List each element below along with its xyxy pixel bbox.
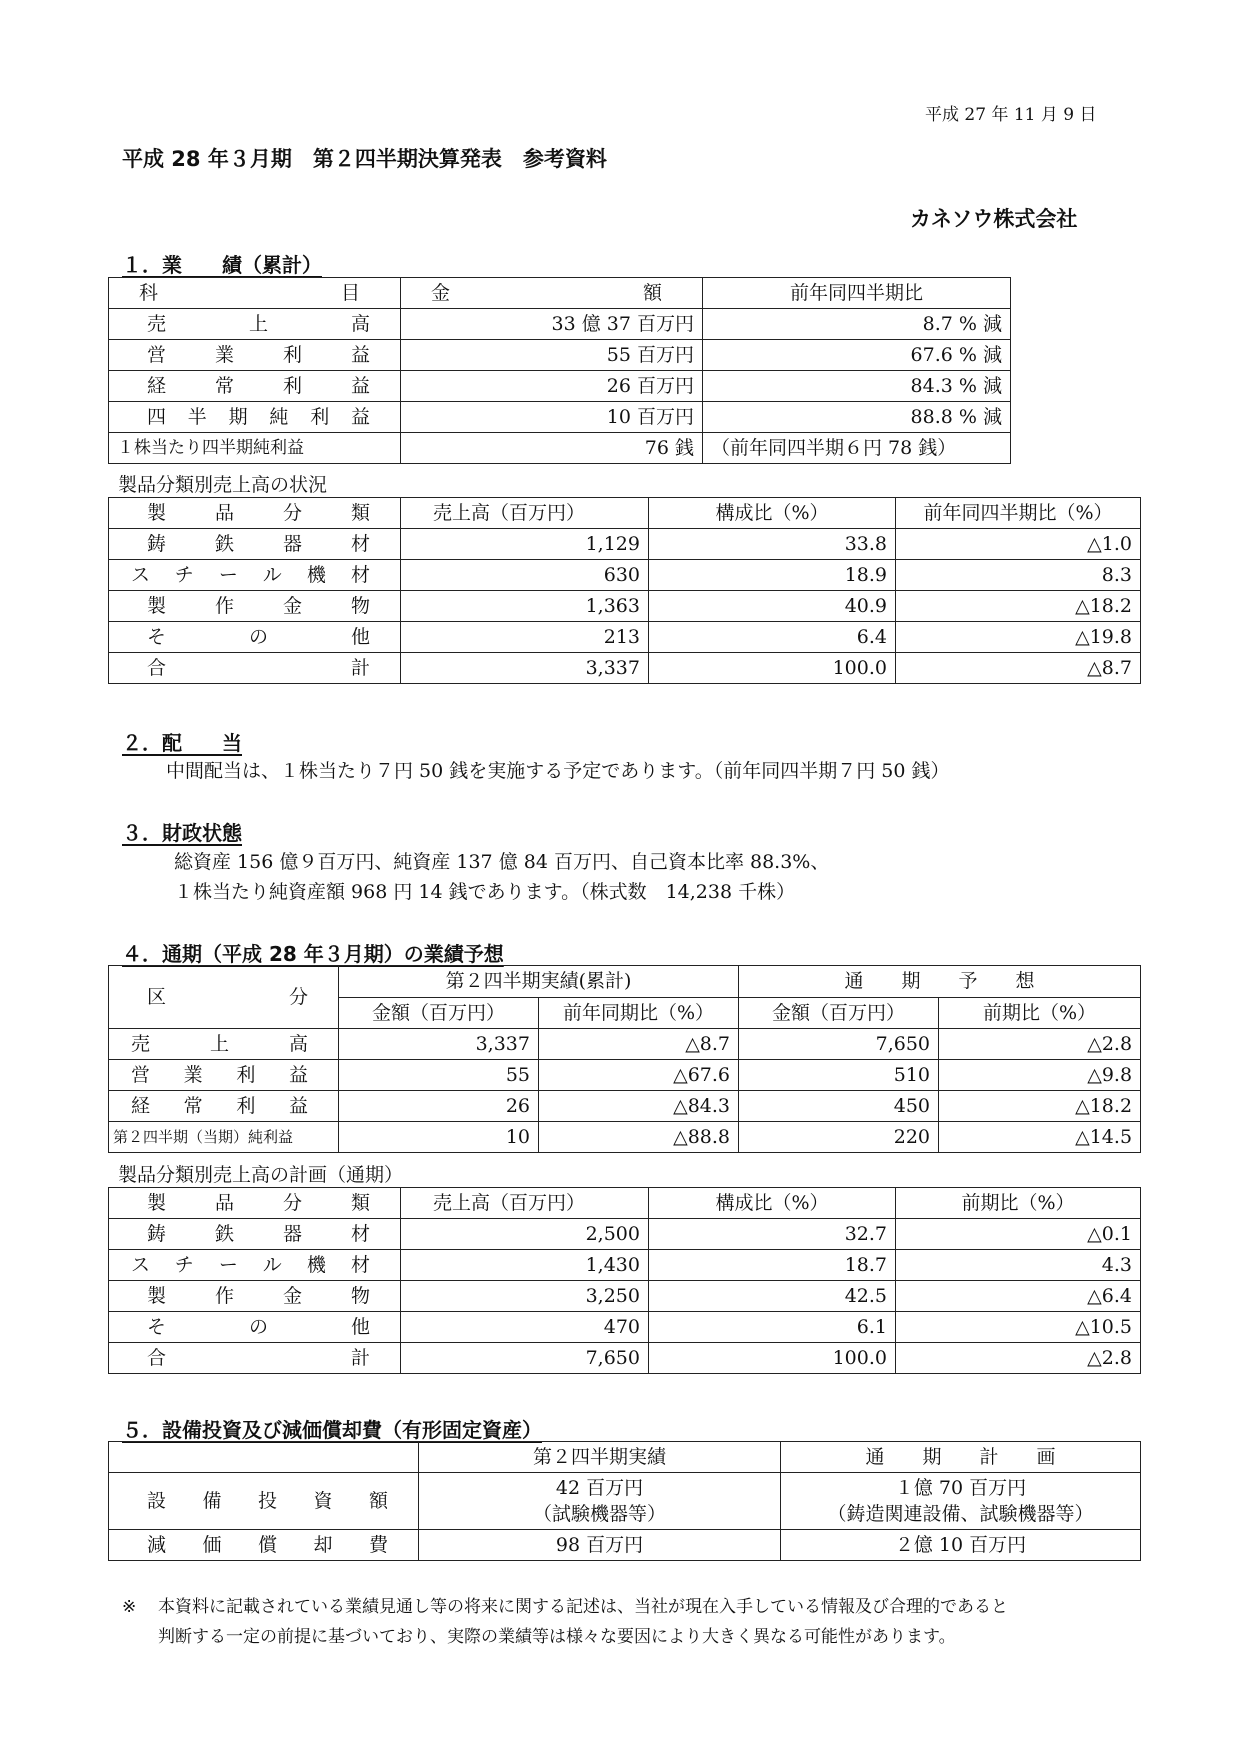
category-sales: 2,500	[401, 1219, 649, 1250]
category-sales: 3,250	[401, 1281, 649, 1312]
category-ratio: 40.9	[649, 591, 896, 622]
category-ratio: 18.9	[649, 560, 896, 591]
header-full-year-forecast: 通 期 予 想	[739, 966, 1141, 998]
forecast-q2-amount: 55	[339, 1060, 539, 1091]
forecast-q2-change: △88.8	[539, 1122, 739, 1153]
category-sales: 1,363	[401, 591, 649, 622]
category-change: △18.2	[896, 591, 1141, 622]
capex-q2-cell	[419, 1473, 781, 1530]
capex-table	[108, 1441, 1141, 1561]
note-mark: ※	[122, 1597, 137, 1617]
category-change: 8.3	[896, 560, 1141, 591]
forecast-q2-change: △8.7	[539, 1029, 739, 1060]
category-label: 鋳鉄器材	[109, 1219, 401, 1250]
header-ratio: 構成比（%）	[649, 1188, 896, 1219]
header-q2-amount: 金額（百万円）	[339, 997, 539, 1029]
capex-fy-amount: １億 70 百万円	[894, 1477, 1027, 1499]
forecast-q2-change: △67.6	[539, 1060, 739, 1091]
depreciation-q2: 98 百万円	[419, 1530, 781, 1561]
financial-position-line-1: 総資産 156 億９百万円、純資産 137 億 84 百万円、自己資本比率 88.3%、	[174, 851, 830, 873]
forecast-label: 営業利益	[109, 1060, 339, 1091]
forecast-fy-amount: 510	[739, 1060, 939, 1091]
forecast-fy-change: △18.2	[939, 1091, 1141, 1122]
row-label: 四半期純利益	[109, 402, 401, 433]
forecast-label: 経常利益	[109, 1091, 339, 1122]
header-ratio: 構成比（%）	[649, 498, 896, 529]
category-ratio: 6.4	[649, 622, 896, 653]
section-1-heading: １．業 績（累計）	[122, 253, 322, 277]
total-label: 合計	[109, 1343, 401, 1374]
category-change: △19.8	[896, 622, 1141, 653]
row-amount: 26 百万円	[401, 371, 703, 402]
category-change: △1.0	[896, 529, 1141, 560]
header-fy-amount: 金額（百万円）	[739, 997, 939, 1029]
category-ratio: 32.7	[649, 1219, 896, 1250]
category-sales: 1,430	[401, 1250, 649, 1281]
forecast-fy-amount: 450	[739, 1091, 939, 1122]
forecast-q2-amount: 10	[339, 1122, 539, 1153]
capex-q2-amount: 42 百万円	[555, 1477, 644, 1499]
sales-plan-caption: 製品分類別売上高の計画（通期）	[118, 1164, 404, 1186]
category-change: △0.1	[896, 1219, 1141, 1250]
header-sales: 売上高（百万円）	[401, 1188, 649, 1219]
total-ratio: 100.0	[649, 653, 896, 684]
category-label: 製作金物	[109, 591, 401, 622]
row-change: 88.8 % 減	[703, 402, 1011, 433]
depreciation-label: 減価償却費	[109, 1530, 419, 1561]
forecast-fy-change: △14.5	[939, 1122, 1141, 1153]
capex-header-fy: 通 期 計 画	[781, 1442, 1141, 1473]
total-change: △2.8	[896, 1343, 1141, 1374]
category-sales: 630	[401, 560, 649, 591]
row-amount: 10 百万円	[401, 402, 703, 433]
header-kubun: 区分	[109, 966, 339, 1029]
dividend-text: 中間配当は、１株当たり７円 50 銭を実施する予定であります。（前年同四半期７円 50 銭）	[166, 760, 950, 782]
eps-amount: 76 銭	[401, 433, 703, 464]
depreciation-fy: ２億 10 百万円	[781, 1530, 1141, 1561]
header-change: 前期比（%）	[896, 1188, 1141, 1219]
header-change: 前年同四半期比（%）	[896, 498, 1141, 529]
sales-breakdown-caption: 製品分類別売上高の状況	[118, 474, 328, 496]
company-name: カネソウ株式会社	[910, 207, 1078, 231]
category-label: スチール機材	[109, 1250, 401, 1281]
row-change: 84.3 % 減	[703, 371, 1011, 402]
category-sales: 213	[401, 622, 649, 653]
total-change: △8.7	[896, 653, 1141, 684]
category-change: △6.4	[896, 1281, 1141, 1312]
capex-fy-note: （鋳造関連設備、試験機器等）	[827, 1503, 1094, 1525]
row-label: 売上高	[109, 309, 401, 340]
category-label: 鋳鉄器材	[109, 529, 401, 560]
category-change: △10.5	[896, 1312, 1141, 1343]
section-3-heading: ３．財政状態	[122, 821, 242, 845]
capex-header-blank	[109, 1442, 419, 1473]
category-ratio: 6.1	[649, 1312, 896, 1343]
capex-header-q2: 第２四半期実績	[419, 1442, 781, 1473]
document-title: 平成 28 年３月期 第２四半期決算発表 参考資料	[122, 147, 607, 171]
forecast-fy-amount: 220	[739, 1122, 939, 1153]
row-label: 営業利益	[109, 340, 401, 371]
header-sales: 売上高（百万円）	[401, 498, 649, 529]
category-label: 製作金物	[109, 1281, 401, 1312]
note-line-1: 本資料に記載されている業績見通し等の将来に関する記述は、当社が現在入手している情報及び合理的であると	[158, 1597, 1008, 1617]
note-line-2: 判断する一定の前提に基づいており、実際の業績等は様々な要因により大きく異なる可能性があります。	[158, 1627, 956, 1647]
forecast-q2-change: △84.3	[539, 1091, 739, 1122]
capex-q2-note: （試験機器等）	[532, 1503, 666, 1525]
category-ratio: 18.7	[649, 1250, 896, 1281]
section-4-heading: ４．通期（平成 28 年３月期）の業績予想	[122, 942, 504, 966]
header-category: 製品分類	[109, 498, 401, 529]
total-sales: 7,650	[401, 1343, 649, 1374]
eps-label: １株当たり四半期純利益	[109, 433, 401, 464]
header-amount: 金 額	[401, 278, 703, 309]
forecast-q2-amount: 3,337	[339, 1029, 539, 1060]
header-q2-actual: 第２四半期実績(累計)	[339, 966, 739, 998]
total-ratio: 100.0	[649, 1343, 896, 1374]
forecast-table	[108, 965, 1141, 1153]
eps-prior: （前年同四半期６円 78 銭）	[703, 433, 1011, 464]
sales-plan-table	[108, 1187, 1141, 1374]
category-sales: 1,129	[401, 529, 649, 560]
sales-breakdown-table	[108, 497, 1141, 684]
total-sales: 3,337	[401, 653, 649, 684]
row-change: 67.6 % 減	[703, 340, 1011, 371]
forecast-q2-amount: 26	[339, 1091, 539, 1122]
header-item: 科目	[109, 278, 401, 309]
financial-position-line-2: １株当たり純資産額 968 円 14 銭であります。（株式数 14,238 千株）	[174, 881, 796, 903]
header-category: 製品分類	[109, 1188, 401, 1219]
row-change: 8.7 % 減	[703, 309, 1011, 340]
category-label: その他	[109, 1312, 401, 1343]
category-ratio: 42.5	[649, 1281, 896, 1312]
category-ratio: 33.8	[649, 529, 896, 560]
document-date: 平成 27 年 11 月 9 日	[925, 105, 1097, 125]
row-label: 経常利益	[109, 371, 401, 402]
capex-fy-cell	[781, 1473, 1141, 1530]
category-label: その他	[109, 622, 401, 653]
results-table	[108, 277, 1011, 464]
header-fy-change: 前期比（%）	[939, 997, 1141, 1029]
forecast-fy-change: △2.8	[939, 1029, 1141, 1060]
forecast-label: 売上高	[109, 1029, 339, 1060]
section-5-heading: ５．設備投資及び減価償却費（有形固定資産）	[122, 1418, 542, 1442]
category-sales: 470	[401, 1312, 649, 1343]
row-amount: 33 億 37 百万円	[401, 309, 703, 340]
forecast-fy-amount: 7,650	[739, 1029, 939, 1060]
section-2-heading: ２．配 当	[122, 731, 242, 755]
category-change: 4.3	[896, 1250, 1141, 1281]
forecast-label: 第２四半期（当期）純利益	[109, 1122, 339, 1153]
category-label: スチール機材	[109, 560, 401, 591]
total-label: 合計	[109, 653, 401, 684]
row-amount: 55 百万円	[401, 340, 703, 371]
forecast-fy-change: △9.8	[939, 1060, 1141, 1091]
header-change: 前年同四半期比	[703, 278, 1011, 309]
header-q2-change: 前年同期比（%）	[539, 997, 739, 1029]
capex-label: 設備投資額	[109, 1473, 419, 1530]
